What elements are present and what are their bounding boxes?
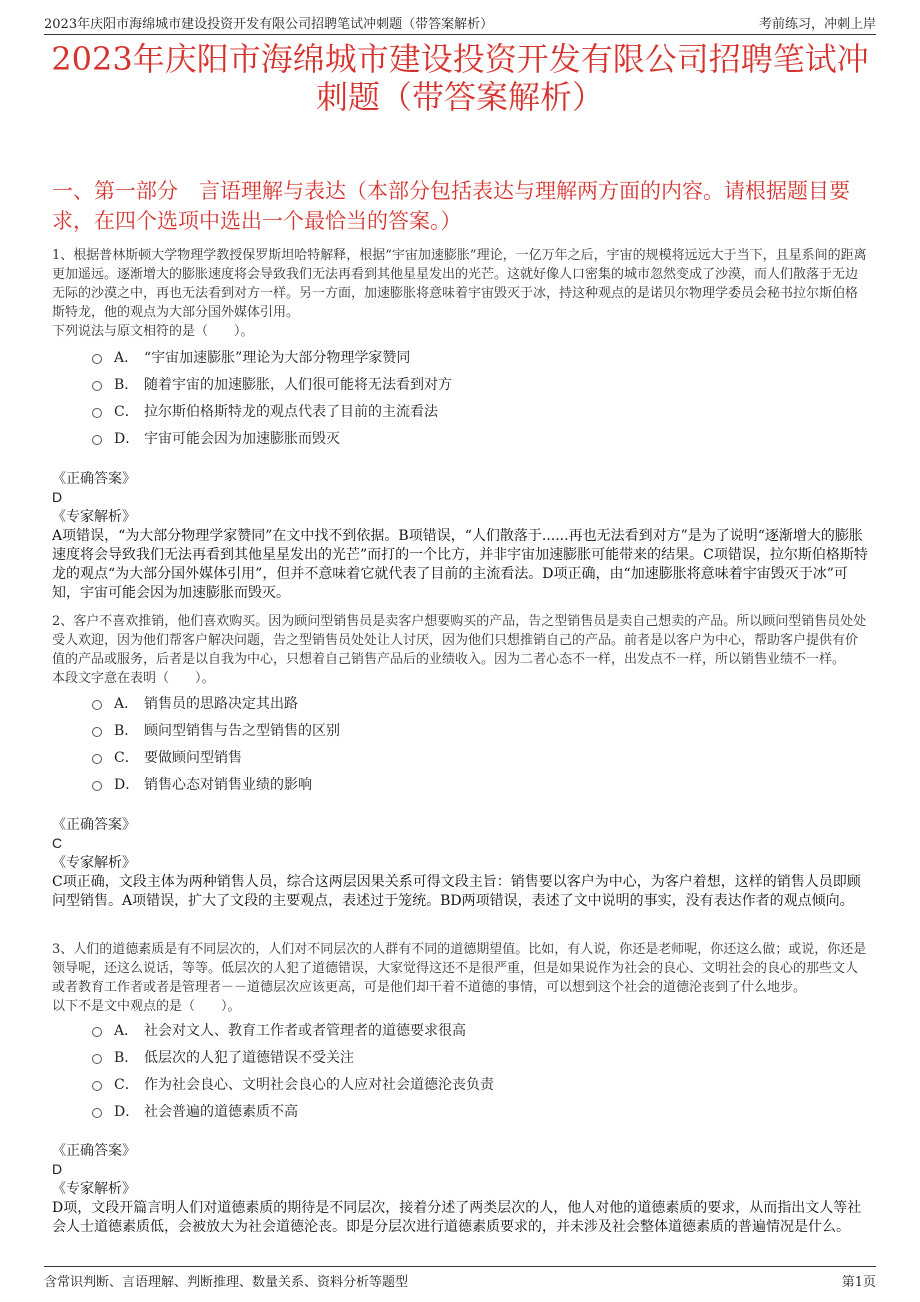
option-list [92,689,868,797]
radio-icon[interactable] [92,727,102,737]
answer-value: D [52,1161,63,1177]
radio-icon[interactable] [92,354,102,364]
answer-value: C [52,835,63,851]
analysis-label: 《专家解析》 [52,1181,136,1197]
option-b[interactable]: B． 顾问型销售与告之型销售的区别 [92,716,868,743]
radio-icon[interactable] [92,408,102,418]
option-a[interactable]: A． 社会对文人、教育工作者或者管理者的道德要求很高 [92,1016,868,1043]
analysis-text: A项错误，“为大部分物理学家赞同”在文中找不到依据。B项错误，“人们散落于......再也无法看到对方”是为了说明“逐渐增大的膨胀速度将会导致我们无法再看到其他星星发出的光芒”而打的一个比方，并非宇宙加速膨胀可能带来的结果。C项错误，拉尔斯伯格斯特龙的观点“为大部分国外媒体引用”，但并不意味着它就代表了目前的主流看法。D项正确，由“加速膨胀将意味着宇宙毁灭于冰”可知，宇宙可能会因为加速膨胀而毁灭。 [52,528,868,601]
radio-icon[interactable] [92,381,102,391]
page-number: 第1页 [841,1274,876,1290]
radio-icon[interactable] [92,1054,102,1064]
answer-label: 《正确答案》 [52,471,136,487]
page-header [44,10,876,35]
question-stem [52,612,868,688]
question-text: 3、人们的道德素质是有不同层次的，人们对不同层次的人群有不同的道德期望值。比如，有人说，你还是老师呢，你还这么做；或说，你还是领导呢，还这么说话，等等。低层次的人犯了道德错误，大家觉得这还不是很严重，但是如果说作为社会的良心、文明社会的良心的那些文人或者教育工作者或者是管理者－－道德层次应该更高，可是他们却干着不道德的事情，可以想到这个社会的道德沦丧到了什么地步。 [52,942,867,995]
option-list [92,343,868,451]
analysis-block [52,508,868,603]
answer-block [52,1142,868,1178]
question-prompt: 下列说法与原文相符的是（ ）。 [52,324,254,339]
answer-block [52,470,868,506]
analysis-text: D项，文段开篇言明人们对道德素质的期待是不同层次，接着分述了两类层次的人，他人对他的道德素质的要求，从而指出文人等社会人士道德素质低，会被放大为社会道德沦丧。即是分层次进行道德素质要求的，并未涉及社会整体道德素质的普遍情况是什么。 [52,1200,862,1235]
option-b[interactable]: B． 随着宇宙的加速膨胀，人们很可能将无法看到对方 [92,370,868,397]
radio-icon[interactable] [92,1108,102,1118]
question-stem [52,940,868,1016]
radio-icon[interactable] [92,1081,102,1091]
analysis-label: 《专家解析》 [52,509,136,525]
radio-icon[interactable] [92,700,102,710]
radio-icon[interactable] [92,754,102,764]
option-d[interactable]: D． 销售心态对销售业绩的影响 [92,770,868,797]
answer-block [52,816,868,852]
radio-icon[interactable] [92,1027,102,1037]
analysis-text: C项正确，文段主体为两种销售人员，综合这两层因果关系可得文段主旨：销售要以客户为中心，为客户着想，这样的销售人员即顾问型销售。A项错误，扩大了文段的主要观点，表述过于笼统。BD两项错误，表述了文中说明的事实，没有表达作者的观点倾向。 [52,874,861,909]
option-a[interactable]: A． “宇宙加速膨胀”理论为大部分物理学家赞同 [92,343,868,370]
answer-label: 《正确答案》 [52,1143,136,1159]
footer-note: 含常识判断、言语理解、判断推理、数量关系、资料分析等题型 [44,1274,409,1290]
analysis-block [52,854,868,911]
section-heading: 一、第一部分 言语理解与表达（本部分包括表达与理解两方面的内容。请根据题目要求，在四个选项中选出一个最恰当的答案。） [52,179,850,233]
option-c[interactable]: C． 作为社会良心、文明社会良心的人应对社会道德沦丧负责 [92,1070,868,1097]
header-slogan: 考前练习，冲刺上岸 [758,17,876,32]
radio-icon[interactable] [92,435,102,445]
option-c[interactable]: C． 拉尔斯伯格斯特龙的观点代表了目前的主流看法 [92,397,868,424]
option-list [92,1016,868,1124]
page-footer [44,1266,876,1291]
question-text: 2、客户不喜欢推销，他们喜欢购买。因为顾问型销售员是卖客户想要购买的产品，告之型销售员是卖自己想卖的产品。所以顾问型销售员处处受人欢迎，因为他们帮客户解决问题，告之型销售员处处让人讨厌，因为他们只想推销自己的产品。前者是以客户为中心，帮助客户提供有价值的产品或服务，后者是以自我为中心，只想着自己销售产品后的业绩收入。因为二者心态不一样，出发点不一样，所以销售业绩不一样。 [52,614,867,667]
analysis-block [52,1180,868,1237]
question-prompt: 以下不是文中观点的是（ ）。 [52,999,241,1014]
option-d[interactable]: D． 社会普遍的道德素质不高 [92,1097,868,1124]
header-title: 2023年庆阳市海绵城市建设投资开发有限公司招聘笔试冲刺题（带答案解析） [44,17,494,32]
answer-value: D [52,489,63,505]
option-d[interactable]: D． 宇宙可能会因为加速膨胀而毁灭 [92,424,868,451]
question-text: 1、根据普林斯顿大学物理学教授保罗斯坦哈特解释，根据“宇宙加速膨胀”理论，一亿万年之后，宇宙的规模将远远大于当下，且星系间的距离更加遥远。逐渐增大的膨胀速度将会导致我们无法再看到其他星星发出的光芒。这就好像人口密集的城市忽然变成了沙漠，而人们散落于无边无际的沙漠之中，再也无法看到对方一样。另一方面，加速膨胀将意味着宇宙毁灭于冰，持这种观点的是诺贝尔物理学委员会秘书拉尔斯伯格斯特龙，他的观点为大部分国外媒体引用。 [52,248,867,320]
option-a[interactable]: A． 销售员的思路决定其出路 [92,689,868,716]
question-stem [52,246,868,341]
answer-label: 《正确答案》 [52,817,136,833]
radio-icon[interactable] [92,781,102,791]
option-c[interactable]: C． 要做顾问型销售 [92,743,868,770]
question-prompt: 本段文字意在表明（ ）。 [52,671,215,686]
option-b[interactable]: B． 低层次的人犯了道德错误不受关注 [92,1043,868,1070]
analysis-label: 《专家解析》 [52,855,136,871]
document-title: 2023年庆阳市海绵城市建设投资开发有限公司招聘笔试冲刺题（带答案解析） [51,40,869,116]
